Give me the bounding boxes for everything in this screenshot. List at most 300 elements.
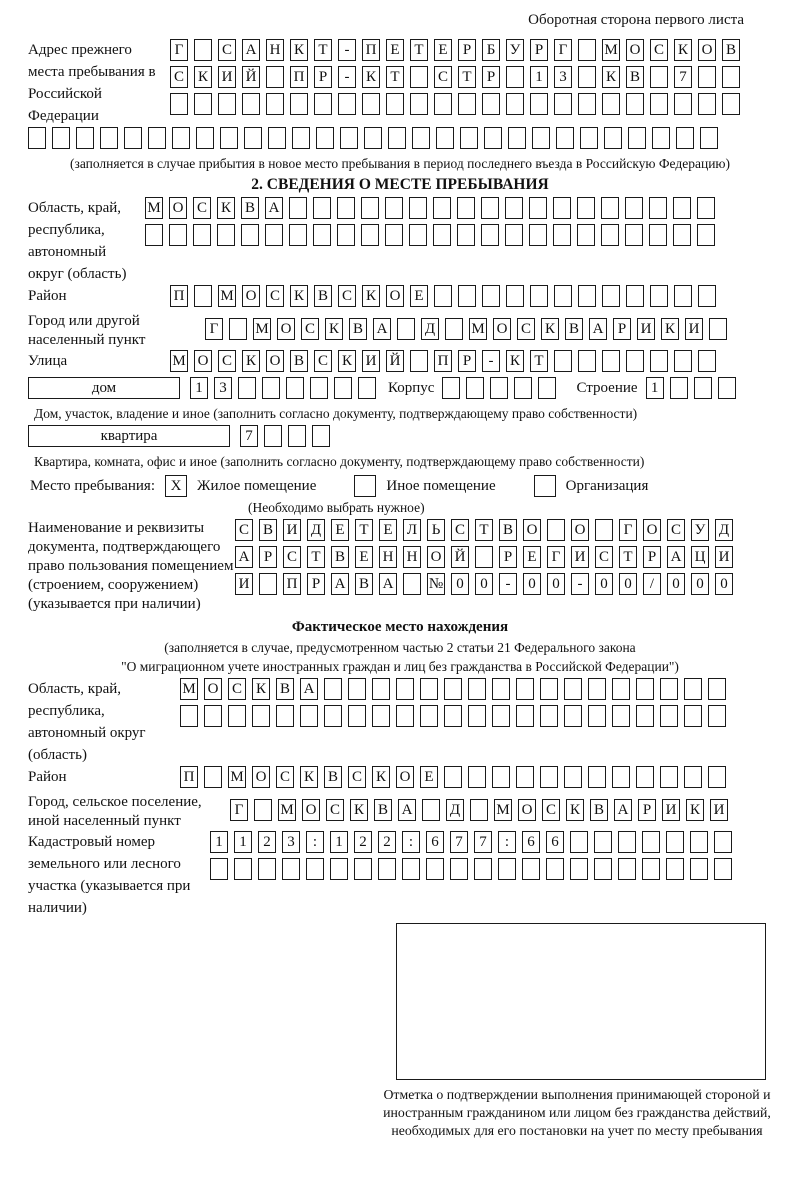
char-box: С <box>434 66 452 88</box>
char-box <box>445 318 463 340</box>
char-box: Е <box>523 546 541 568</box>
char-box: А <box>300 678 318 700</box>
document-label: Наименование и реквизиты документа, подтверждающего право пользования помещением (строением, сооружением) (указывается при наличии) <box>28 520 234 612</box>
char-box: 3 <box>214 377 232 399</box>
char-box: В <box>331 546 349 568</box>
char-box: 1 <box>210 831 228 853</box>
char-box <box>258 858 276 880</box>
prev-address-full-row <box>0 127 800 154</box>
char-box: К <box>325 318 343 340</box>
char-box: Е <box>379 519 397 541</box>
char-box <box>540 705 558 727</box>
char-box <box>402 858 420 880</box>
char-box: № <box>427 573 445 595</box>
char-box: М <box>180 678 198 700</box>
char-box <box>310 377 328 399</box>
char-box: К <box>242 350 260 372</box>
char-box <box>553 197 571 219</box>
char-box <box>698 66 716 88</box>
char-box <box>194 39 212 61</box>
char-box <box>625 224 643 246</box>
char-box: Ь <box>427 519 445 541</box>
char-box: О <box>266 350 284 372</box>
char-box <box>626 350 644 372</box>
char-box <box>684 678 702 700</box>
char-box-row <box>235 573 800 600</box>
char-box: С <box>326 799 344 821</box>
char-box: К <box>290 39 308 61</box>
char-box <box>612 705 630 727</box>
char-box: Р <box>482 66 500 88</box>
char-box <box>100 127 118 149</box>
char-box: И <box>685 318 703 340</box>
char-box: 1 <box>330 831 348 853</box>
char-box <box>530 285 548 307</box>
char-box: / <box>643 573 661 595</box>
char-box: 3 <box>282 831 300 853</box>
char-box: К <box>541 318 559 340</box>
char-box <box>708 678 726 700</box>
char-box: И <box>571 546 589 568</box>
char-box <box>650 93 668 115</box>
char-box: С <box>276 766 294 788</box>
char-box: Л <box>403 519 421 541</box>
char-box <box>564 766 582 788</box>
char-box <box>546 858 564 880</box>
char-box <box>540 766 558 788</box>
char-box <box>588 766 606 788</box>
char-box <box>52 127 70 149</box>
char-box <box>300 705 318 727</box>
char-box <box>210 858 228 880</box>
char-box <box>684 705 702 727</box>
prev-address-rows <box>170 39 800 127</box>
char-box: О <box>277 318 295 340</box>
char-box: С <box>283 546 301 568</box>
char-box: А <box>589 318 607 340</box>
char-box: 0 <box>715 573 733 595</box>
char-box: Б <box>482 39 500 61</box>
actual-caption-line1: (заполняется в случае, предусмотренном частью 2 статьи 21 Федерального закона <box>164 640 636 655</box>
char-box: В <box>355 573 373 595</box>
char-box: Н <box>403 546 421 568</box>
char-box-row <box>180 705 800 732</box>
char-box <box>484 127 502 149</box>
char-box: В <box>324 766 342 788</box>
char-box <box>229 318 247 340</box>
char-box: О <box>386 285 404 307</box>
char-box <box>532 127 550 149</box>
char-box: Т <box>307 546 325 568</box>
char-box: 0 <box>619 573 637 595</box>
char-box <box>372 678 390 700</box>
char-box: 6 <box>426 831 444 853</box>
district-row <box>0 285 800 312</box>
char-box <box>420 678 438 700</box>
char-box: Д <box>446 799 464 821</box>
char-box: И <box>218 66 236 88</box>
char-box <box>313 197 331 219</box>
char-box <box>354 858 372 880</box>
char-box: : <box>498 831 516 853</box>
char-box <box>204 705 222 727</box>
char-box <box>169 224 187 246</box>
char-box <box>652 127 670 149</box>
char-box-row <box>170 39 800 66</box>
house-caption: Дом, участок, владение и иное (заполнить согласно документу, подтверждающему право собственности) <box>34 406 638 421</box>
actual-region-block <box>0 678 800 766</box>
korpus-label: Корпус <box>388 380 435 396</box>
char-box <box>514 377 532 399</box>
char-box: Р <box>458 350 476 372</box>
char-box: - <box>571 573 589 595</box>
char-box <box>264 425 282 447</box>
char-box <box>636 766 654 788</box>
char-box <box>492 678 510 700</box>
char-box-row <box>145 197 800 224</box>
char-box: С <box>228 678 246 700</box>
char-box <box>348 705 366 727</box>
char-box <box>364 127 382 149</box>
char-box: И <box>362 350 380 372</box>
char-box <box>282 858 300 880</box>
char-box <box>660 766 678 788</box>
char-box: С <box>170 66 188 88</box>
char-box <box>516 678 534 700</box>
char-box: 6 <box>546 831 564 853</box>
char-box: Е <box>434 39 452 61</box>
char-box <box>254 799 272 821</box>
house-row <box>0 377 800 404</box>
char-box-row <box>170 66 800 93</box>
char-box: 0 <box>667 573 685 595</box>
char-box: У <box>691 519 709 541</box>
char-box: Р <box>530 39 548 61</box>
char-box: И <box>283 519 301 541</box>
char-box: П <box>170 285 188 307</box>
char-box <box>492 766 510 788</box>
char-box <box>468 705 486 727</box>
char-box <box>594 858 612 880</box>
region-label: Область, край, республика, автономный округ (область) <box>28 200 127 282</box>
char-box: М <box>170 350 188 372</box>
char-box: Т <box>355 519 373 541</box>
char-box <box>409 197 427 219</box>
char-box <box>538 377 556 399</box>
char-box <box>204 766 222 788</box>
char-box: С <box>667 519 685 541</box>
char-box: С <box>314 350 332 372</box>
char-box <box>708 705 726 727</box>
char-box <box>694 377 712 399</box>
char-box <box>666 831 684 853</box>
char-box: И <box>662 799 680 821</box>
char-box: М <box>469 318 487 340</box>
char-box: К <box>338 350 356 372</box>
char-box: 0 <box>475 573 493 595</box>
char-box: Г <box>170 39 188 61</box>
char-box <box>466 377 484 399</box>
char-box: С <box>338 285 356 307</box>
char-box <box>361 224 379 246</box>
char-box <box>618 831 636 853</box>
char-box-row <box>190 377 382 404</box>
char-box-row <box>180 766 800 793</box>
char-box: К <box>362 66 380 88</box>
char-box <box>410 350 428 372</box>
char-box: К <box>350 799 368 821</box>
char-box: С <box>218 350 236 372</box>
char-box <box>577 224 595 246</box>
char-box <box>588 705 606 727</box>
char-box: А <box>235 546 253 568</box>
char-box <box>718 377 736 399</box>
region-block <box>0 197 800 285</box>
char-box: С <box>235 519 253 541</box>
char-box: Г <box>547 546 565 568</box>
char-box <box>444 705 462 727</box>
char-box <box>276 705 294 727</box>
char-box <box>403 573 421 595</box>
char-box <box>636 705 654 727</box>
char-box <box>259 573 277 595</box>
char-box <box>470 799 488 821</box>
char-box <box>324 705 342 727</box>
char-box <box>690 858 708 880</box>
char-box: М <box>494 799 512 821</box>
char-box <box>553 224 571 246</box>
actual-caption-line2: "О миграционном учете иностранных граждан и лиц без гражданства в Российской Федерации") <box>121 659 679 674</box>
char-box <box>650 350 668 372</box>
street-row <box>0 350 800 377</box>
char-box: Р <box>307 573 325 595</box>
char-box <box>396 705 414 727</box>
actual-city-label: Город, сельское поселение, иной населенный пункт <box>28 794 202 829</box>
char-box <box>674 93 692 115</box>
char-box: В <box>590 799 608 821</box>
char-box: Р <box>499 546 517 568</box>
char-box: Т <box>410 39 428 61</box>
char-box: П <box>434 350 452 372</box>
char-box: Т <box>475 519 493 541</box>
char-box <box>474 858 492 880</box>
char-box <box>422 799 440 821</box>
char-box <box>313 224 331 246</box>
char-box: О <box>242 285 260 307</box>
char-box-row <box>442 377 562 404</box>
char-box <box>433 224 451 246</box>
char-box: В <box>259 519 277 541</box>
char-box <box>426 858 444 880</box>
char-box-row <box>210 858 800 885</box>
char-box <box>170 93 188 115</box>
char-box: О <box>169 197 187 219</box>
char-box: А <box>331 573 349 595</box>
cadastral-block <box>0 831 800 919</box>
char-box <box>570 831 588 853</box>
char-box: Н <box>379 546 397 568</box>
char-box <box>602 93 620 115</box>
char-box <box>265 224 283 246</box>
char-box <box>602 350 620 372</box>
char-box-row <box>235 546 800 573</box>
char-box <box>124 127 142 149</box>
char-box-row <box>646 377 742 404</box>
char-box <box>570 858 588 880</box>
char-box <box>594 831 612 853</box>
char-box: Р <box>643 546 661 568</box>
char-box: Р <box>259 546 277 568</box>
char-box: 0 <box>691 573 709 595</box>
char-box: В <box>276 678 294 700</box>
char-box <box>714 858 732 880</box>
char-box: Г <box>619 519 637 541</box>
char-box <box>698 350 716 372</box>
char-box <box>228 705 246 727</box>
char-box: В <box>290 350 308 372</box>
char-box: В <box>565 318 583 340</box>
char-box <box>172 127 190 149</box>
char-box <box>410 66 428 88</box>
stamp-caption: Отметка о подтверждении выполнения принимающей стороной и иностранным гражданином или лицом без гражданства действий, необходимых для его постановки на учет по месту пребывания <box>383 1087 771 1138</box>
char-box <box>601 197 619 219</box>
char-box: О <box>204 678 222 700</box>
char-box: А <box>242 39 260 61</box>
char-box: М <box>228 766 246 788</box>
char-box: Г <box>554 39 572 61</box>
char-box <box>433 197 451 219</box>
char-box: А <box>614 799 632 821</box>
char-box <box>722 93 740 115</box>
char-box: М <box>145 197 163 219</box>
char-box <box>337 224 355 246</box>
cadastral-label: Кадастровый номер земельного или лесного участка (указывается при наличии) <box>28 834 191 916</box>
char-box <box>698 93 716 115</box>
char-box <box>409 224 427 246</box>
char-box <box>670 377 688 399</box>
char-box <box>673 197 691 219</box>
char-box <box>626 93 644 115</box>
actual-district-label: Район <box>28 769 67 785</box>
char-box <box>492 705 510 727</box>
char-box <box>337 197 355 219</box>
char-box <box>412 127 430 149</box>
char-box <box>217 224 235 246</box>
char-box: 0 <box>523 573 541 595</box>
char-box: В <box>314 285 332 307</box>
char-box: О <box>396 766 414 788</box>
char-box: Р <box>314 66 332 88</box>
checkbox-organization <box>534 475 556 497</box>
char-box <box>530 93 548 115</box>
char-box <box>612 766 630 788</box>
char-box: - <box>499 573 517 595</box>
char-box: У <box>506 39 524 61</box>
char-box <box>286 377 304 399</box>
char-box <box>547 519 565 541</box>
char-box: В <box>626 66 644 88</box>
char-box: М <box>602 39 620 61</box>
char-box <box>289 197 307 219</box>
char-box <box>180 705 198 727</box>
char-box: В <box>722 39 740 61</box>
actual-region-rows <box>180 678 800 766</box>
char-box <box>490 377 508 399</box>
char-box: Р <box>613 318 631 340</box>
char-box <box>450 858 468 880</box>
char-box <box>358 377 376 399</box>
char-box: Р <box>458 39 476 61</box>
char-box <box>690 831 708 853</box>
char-box <box>601 224 619 246</box>
char-box: Г <box>230 799 248 821</box>
char-box <box>554 350 572 372</box>
char-box <box>636 678 654 700</box>
street-label: Улица <box>28 353 68 369</box>
char-box <box>660 705 678 727</box>
char-box <box>602 285 620 307</box>
char-box <box>595 519 613 541</box>
city-label: Город или другой населенный пункт <box>28 313 146 348</box>
char-box <box>642 831 660 853</box>
char-box <box>397 318 415 340</box>
char-box: П <box>283 573 301 595</box>
char-box <box>612 678 630 700</box>
char-box <box>577 197 595 219</box>
char-box <box>697 224 715 246</box>
char-box: 0 <box>595 573 613 595</box>
apartment-row <box>0 425 800 452</box>
char-box: Е <box>420 766 438 788</box>
char-box <box>649 224 667 246</box>
char-box: А <box>265 197 283 219</box>
char-box <box>220 127 238 149</box>
char-box <box>468 678 486 700</box>
char-box <box>458 285 476 307</box>
char-box: А <box>373 318 391 340</box>
char-box: 6 <box>522 831 540 853</box>
cadastral-rows <box>210 831 800 919</box>
char-box <box>580 127 598 149</box>
char-box: О <box>194 350 212 372</box>
char-box <box>262 377 280 399</box>
char-box: К <box>602 66 620 88</box>
char-box <box>385 197 403 219</box>
char-box <box>292 127 310 149</box>
char-box <box>266 93 284 115</box>
char-box <box>396 678 414 700</box>
char-box: Е <box>331 519 349 541</box>
char-box <box>676 127 694 149</box>
char-box: 0 <box>547 573 565 595</box>
header-note: Оборотная сторона первого листа <box>528 12 744 28</box>
char-box: - <box>482 350 500 372</box>
char-box-row <box>235 519 800 546</box>
char-box <box>324 678 342 700</box>
char-box: Й <box>451 546 469 568</box>
char-box: А <box>379 573 397 595</box>
char-box <box>241 224 259 246</box>
char-box: - <box>338 66 356 88</box>
char-box <box>506 93 524 115</box>
char-box <box>516 705 534 727</box>
char-box <box>434 285 452 307</box>
prev-address-caption: (заполняется в случае прибытия в новое место пребывания в период последнего въезда в Российскую Федерацию) <box>69 156 731 171</box>
char-box: 2 <box>258 831 276 853</box>
char-box: С <box>650 39 668 61</box>
char-box: К <box>661 318 679 340</box>
char-box: 0 <box>451 573 469 595</box>
